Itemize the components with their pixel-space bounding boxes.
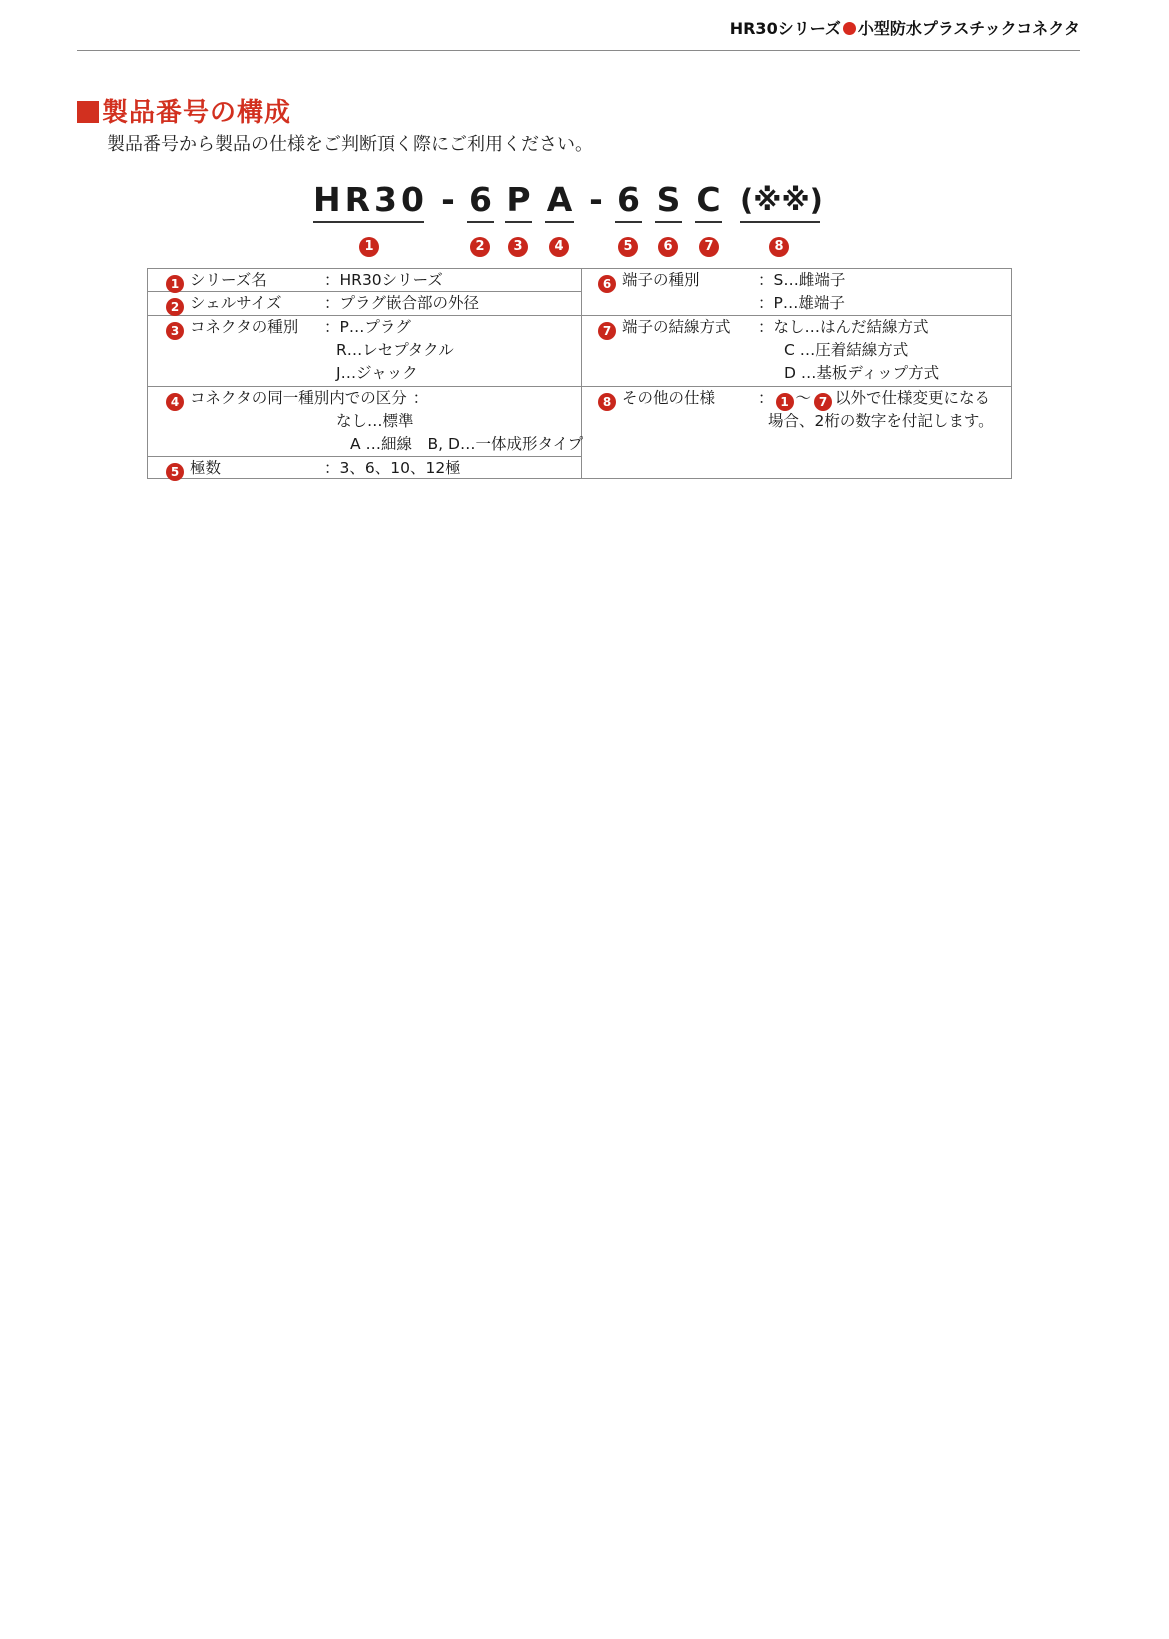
pn-number-3 [508, 232, 528, 252]
pn-number-4 [549, 232, 569, 252]
square-bullet-icon [77, 101, 99, 123]
section-intro: 製品番号から製品の仕様をご判断頂く際にご利用ください。 [107, 134, 593, 155]
pn-part-other: (※※) [740, 180, 820, 223]
table-row-other-spec: 8 その他の仕様 [598, 388, 715, 411]
table-divider [148, 386, 1011, 387]
table-value-subtype-2: A …細線 B, D…一体成形タイプ [350, 435, 584, 453]
pn-part-dash-2: - [589, 180, 603, 219]
table-value-termination-1: ：なし…はんだ結線方式 [758, 318, 929, 336]
table-value-subtype-1: なし…標準 [336, 412, 414, 430]
pn-number-5 [618, 232, 638, 252]
number-badge-icon: 8 [598, 393, 616, 411]
table-value-connector-type-3: J…ジャック [336, 364, 418, 382]
table-row-connector-type: 3 コネクタの種別 [166, 317, 298, 340]
pn-number-1 [359, 232, 379, 252]
section-title [77, 92, 291, 129]
pn-number-6 [658, 232, 678, 252]
number-badge-icon: 7 [699, 237, 719, 257]
table-row-poles: 5 極数 [166, 458, 221, 481]
red-dot-icon [843, 22, 856, 35]
number-badge-icon: 2 [166, 298, 184, 316]
pn-part-shell-size: 6 [467, 180, 494, 223]
table-row-subtype: 4 コネクタの同一種別内での区分 ： [166, 388, 428, 411]
pn-number-7 [699, 232, 719, 252]
header-subtitle: 小型防水プラスチックコネクタ [857, 19, 1080, 38]
pn-number-8 [769, 232, 789, 252]
header-title [730, 16, 1080, 39]
number-badge-icon: 3 [508, 237, 528, 257]
table-row-series-name: 1 シリーズ名 [166, 270, 267, 293]
pn-number-2 [470, 232, 490, 252]
table-value-connector-type-1: ：P…プラグ [324, 318, 411, 336]
pn-part-contact: S [655, 180, 682, 223]
number-badge-icon: 1 [776, 393, 794, 411]
part-number-table [147, 268, 1012, 479]
number-badge-icon: 6 [598, 275, 616, 293]
number-badge-icon: 4 [549, 237, 569, 257]
pn-part-poles: 6 [615, 180, 642, 223]
number-badge-icon: 1 [359, 237, 379, 257]
table-value-connector-type-2: R…レセプタクル [336, 341, 454, 359]
table-value-termination-2: C …圧着結線方式 [784, 341, 909, 359]
page-header [77, 14, 1080, 51]
header-series: HR30シリーズ [729, 19, 841, 38]
table-row-termination: 7 端子の結線方式 [598, 317, 731, 340]
number-badge-icon: 3 [166, 322, 184, 340]
number-badge-icon: 7 [598, 322, 616, 340]
pn-part-subtype: A [545, 180, 574, 223]
table-divider [148, 456, 581, 457]
number-badge-icon: 8 [769, 237, 789, 257]
number-badge-icon: 7 [814, 393, 832, 411]
table-value-poles: ：3、6、10、12極 [324, 459, 461, 477]
table-value-contact-type-2: ：P…雄端子 [758, 294, 845, 312]
table-value-contact-type-1: ：S…雌端子 [758, 271, 846, 289]
number-badge-icon: 5 [618, 237, 638, 257]
table-value-other-spec-1: ： 1 ～ 7 以外で仕様変更になる [758, 389, 991, 409]
section-title-text: 製品番号の構成 [102, 98, 292, 128]
number-badge-icon: 5 [166, 463, 184, 481]
table-row-contact-type: 6 端子の種別 [598, 270, 700, 293]
pn-part-series: HR30 [313, 180, 424, 223]
table-value-series-name: ：HR30シリーズ [324, 271, 443, 289]
table-row-shell-size: 2 シェルサイズ [166, 293, 281, 316]
number-badge-icon: 2 [470, 237, 490, 257]
pn-part-type: P [505, 180, 532, 223]
table-value-shell-size: ：プラグ嵌合部の外径 [324, 294, 480, 312]
number-badge-icon: 1 [166, 275, 184, 293]
pn-part-dash-1: - [441, 180, 455, 219]
table-value-termination-3: D …基板ディップ方式 [784, 364, 940, 382]
number-badge-icon: 6 [658, 237, 678, 257]
number-badge-icon: 4 [166, 393, 184, 411]
pn-part-termination: C [695, 180, 722, 223]
table-value-other-spec-2: 場合、2桁の数字を付記します。 [768, 412, 994, 430]
